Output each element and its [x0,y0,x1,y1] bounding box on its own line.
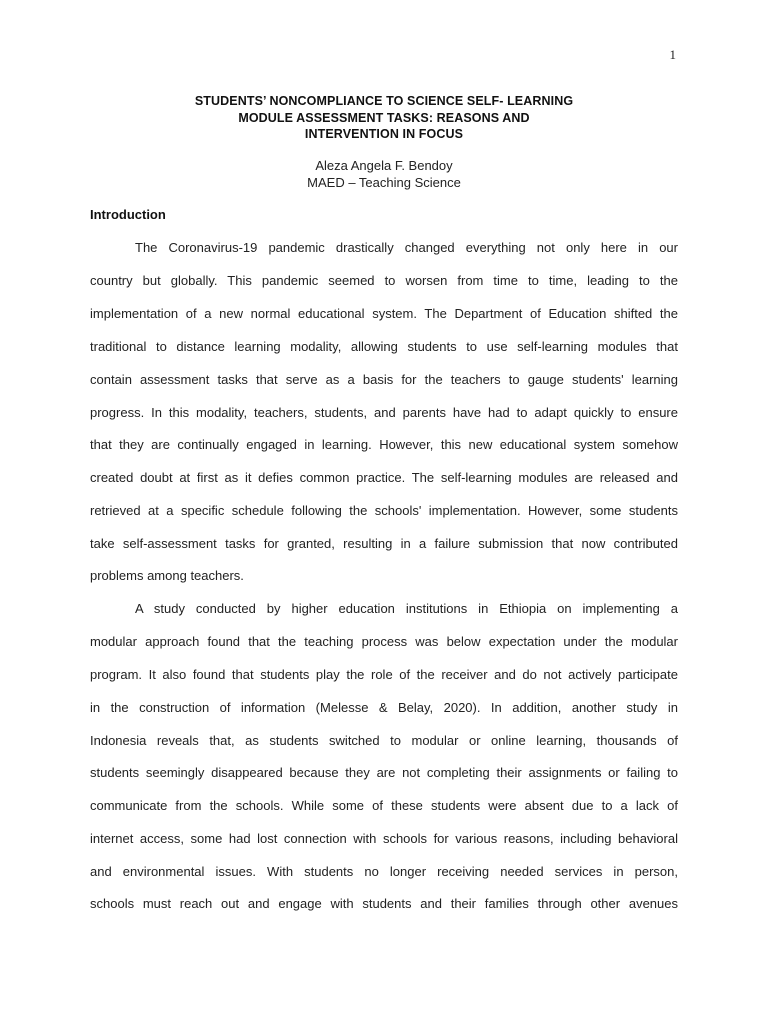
paragraph-line: take self-assessment tasks for granted, resulting in a failure submission that now contributed [90,536,678,551]
page-number: 1 [669,47,676,62]
paragraph-line: modular approach found that the teaching process was below expectation under the modular [90,634,678,649]
paragraph-line: problems among teachers. [90,568,244,583]
paragraph-line: that they are continually engaged in learning. However, this new educational system somehow [90,437,678,452]
author-block [90,157,678,191]
paragraph-line: internet access, some had lost connection with schools for various reasons, including behavioral [90,831,678,846]
paragraph-line: communicate from the schools. While some of these students were absent due to a lack of [90,798,678,813]
paragraph-line: schools must reach out and engage with students and their families through other avenues [90,896,678,911]
paragraph-line: traditional to distance learning modality, allowing students to use self-learning modules that [90,339,678,354]
paragraph-line: and environmental issues. With students no longer receiving needed services in person, [90,864,678,879]
title-line: MODULE ASSESSMENT TASKS: REASONS AND [238,110,530,125]
paragraph-line: created doubt at first as it defies common practice. The self-learning modules are released and [90,470,678,485]
paragraph-line: contain assessment tasks that serve as a basis for the teachers to gauge students' learning [90,372,678,387]
author-program: MAED – Teaching Science [307,175,461,190]
paragraph-line: A study conducted by higher education institutions in Ethiopia on implementing a [135,601,678,616]
section-heading: Introduction [90,207,166,222]
paragraph-line: Indonesia reveals that, as students switched to modular or online learning, thousands of [90,733,678,748]
paragraph-line: progress. In this modality, teachers, students, and parents have had to adapt quickly to ensure [90,405,678,420]
author-name: Aleza Angela F. Bendoy [315,158,453,173]
paragraph-line: The Coronavirus-19 pandemic drastically changed everything not only here in our [135,240,678,255]
title-line: INTERVENTION IN FOCUS [304,127,464,141]
paragraph-line: students seemingly disappeared because they are not completing their assignments or failing to [90,765,678,780]
paragraph-line: implementation of a new normal educational system. The Department of Education shifted the [90,306,678,321]
paragraph-line: program. It also found that students play the role of the receiver and do not actively participate [90,667,678,682]
paragraph-line: in the construction of information (Melesse & Belay, 2020). In addition, another study in [90,700,678,715]
paragraph-line: retrieved at a specific schedule following the schools' implementation. However, some students [90,503,678,518]
document-title [90,93,678,143]
paragraph-line: country but globally. This pandemic seemed to worsen from time to time, leading to the [90,273,678,288]
title-line: STUDENTS’ NONCOMPLIANCE TO SCIENCE SELF- LEARNING [194,94,574,108]
